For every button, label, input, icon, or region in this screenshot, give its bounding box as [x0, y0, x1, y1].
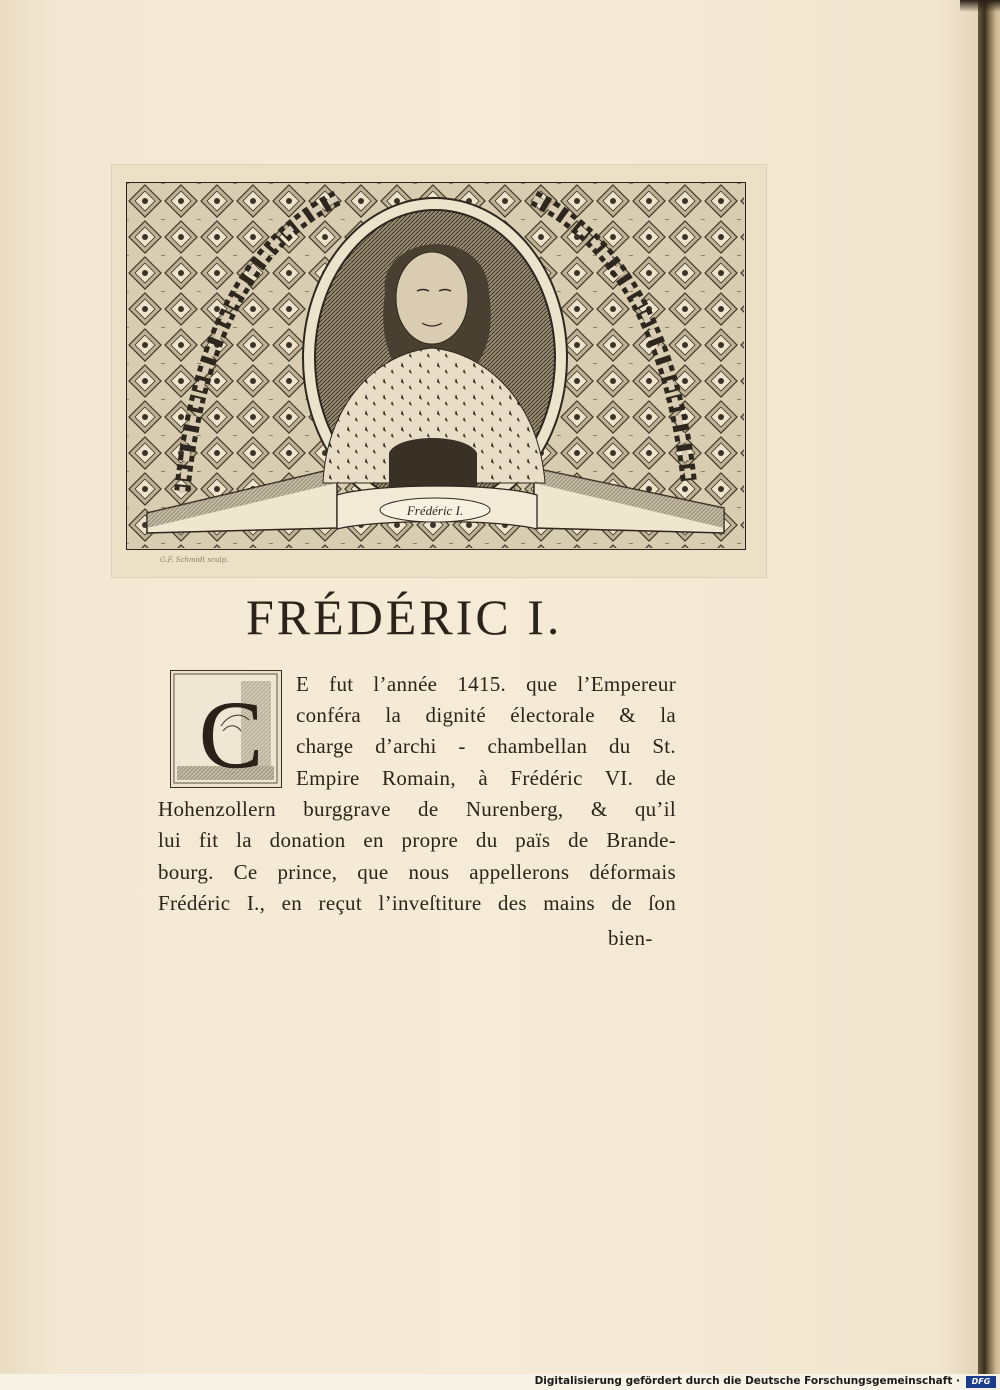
page-corner-shadow [960, 0, 1000, 12]
decorated-initial [170, 670, 282, 788]
book-spine-edge [978, 0, 1000, 1374]
text-line-7: bourg. Ce prince, que nous appellerons déformais [158, 860, 676, 884]
portrait-caption: Frédéric I. [406, 503, 464, 518]
initial-letter: C [199, 681, 264, 786]
engraver-signature: G.F. Schmidt sculp. [160, 556, 229, 564]
catchword: bien- [608, 926, 653, 950]
text-line-3: charge d’archi - chambellan du St. [296, 734, 676, 758]
dfg-logo: DFG [966, 1376, 996, 1388]
text-line-5: Hohenzollern burggrave de Nurenberg, & qu’il [158, 797, 676, 821]
page-title: FRÉDÉRIC I. [246, 589, 563, 645]
text-line-2: conféra la dignité électorale & la [296, 703, 676, 727]
text-line-8: Frédéric I., en reçut l’inveſtiture des mains de ſon [158, 891, 676, 915]
portrait-engraving [126, 182, 746, 550]
text-line-4: Empire Romain, à Frédéric VI. de [296, 766, 676, 790]
footer-credit: Digitalisierung gefördert durch die Deutsche Forschungsgemeinschaft · [534, 1375, 960, 1387]
digitization-footer [0, 1374, 1000, 1390]
text-line-1: E fut l’année 1415. que l’Empereur [296, 672, 676, 696]
text-line-6: lui fit la donation en propre du païs de Brande- [158, 828, 676, 852]
